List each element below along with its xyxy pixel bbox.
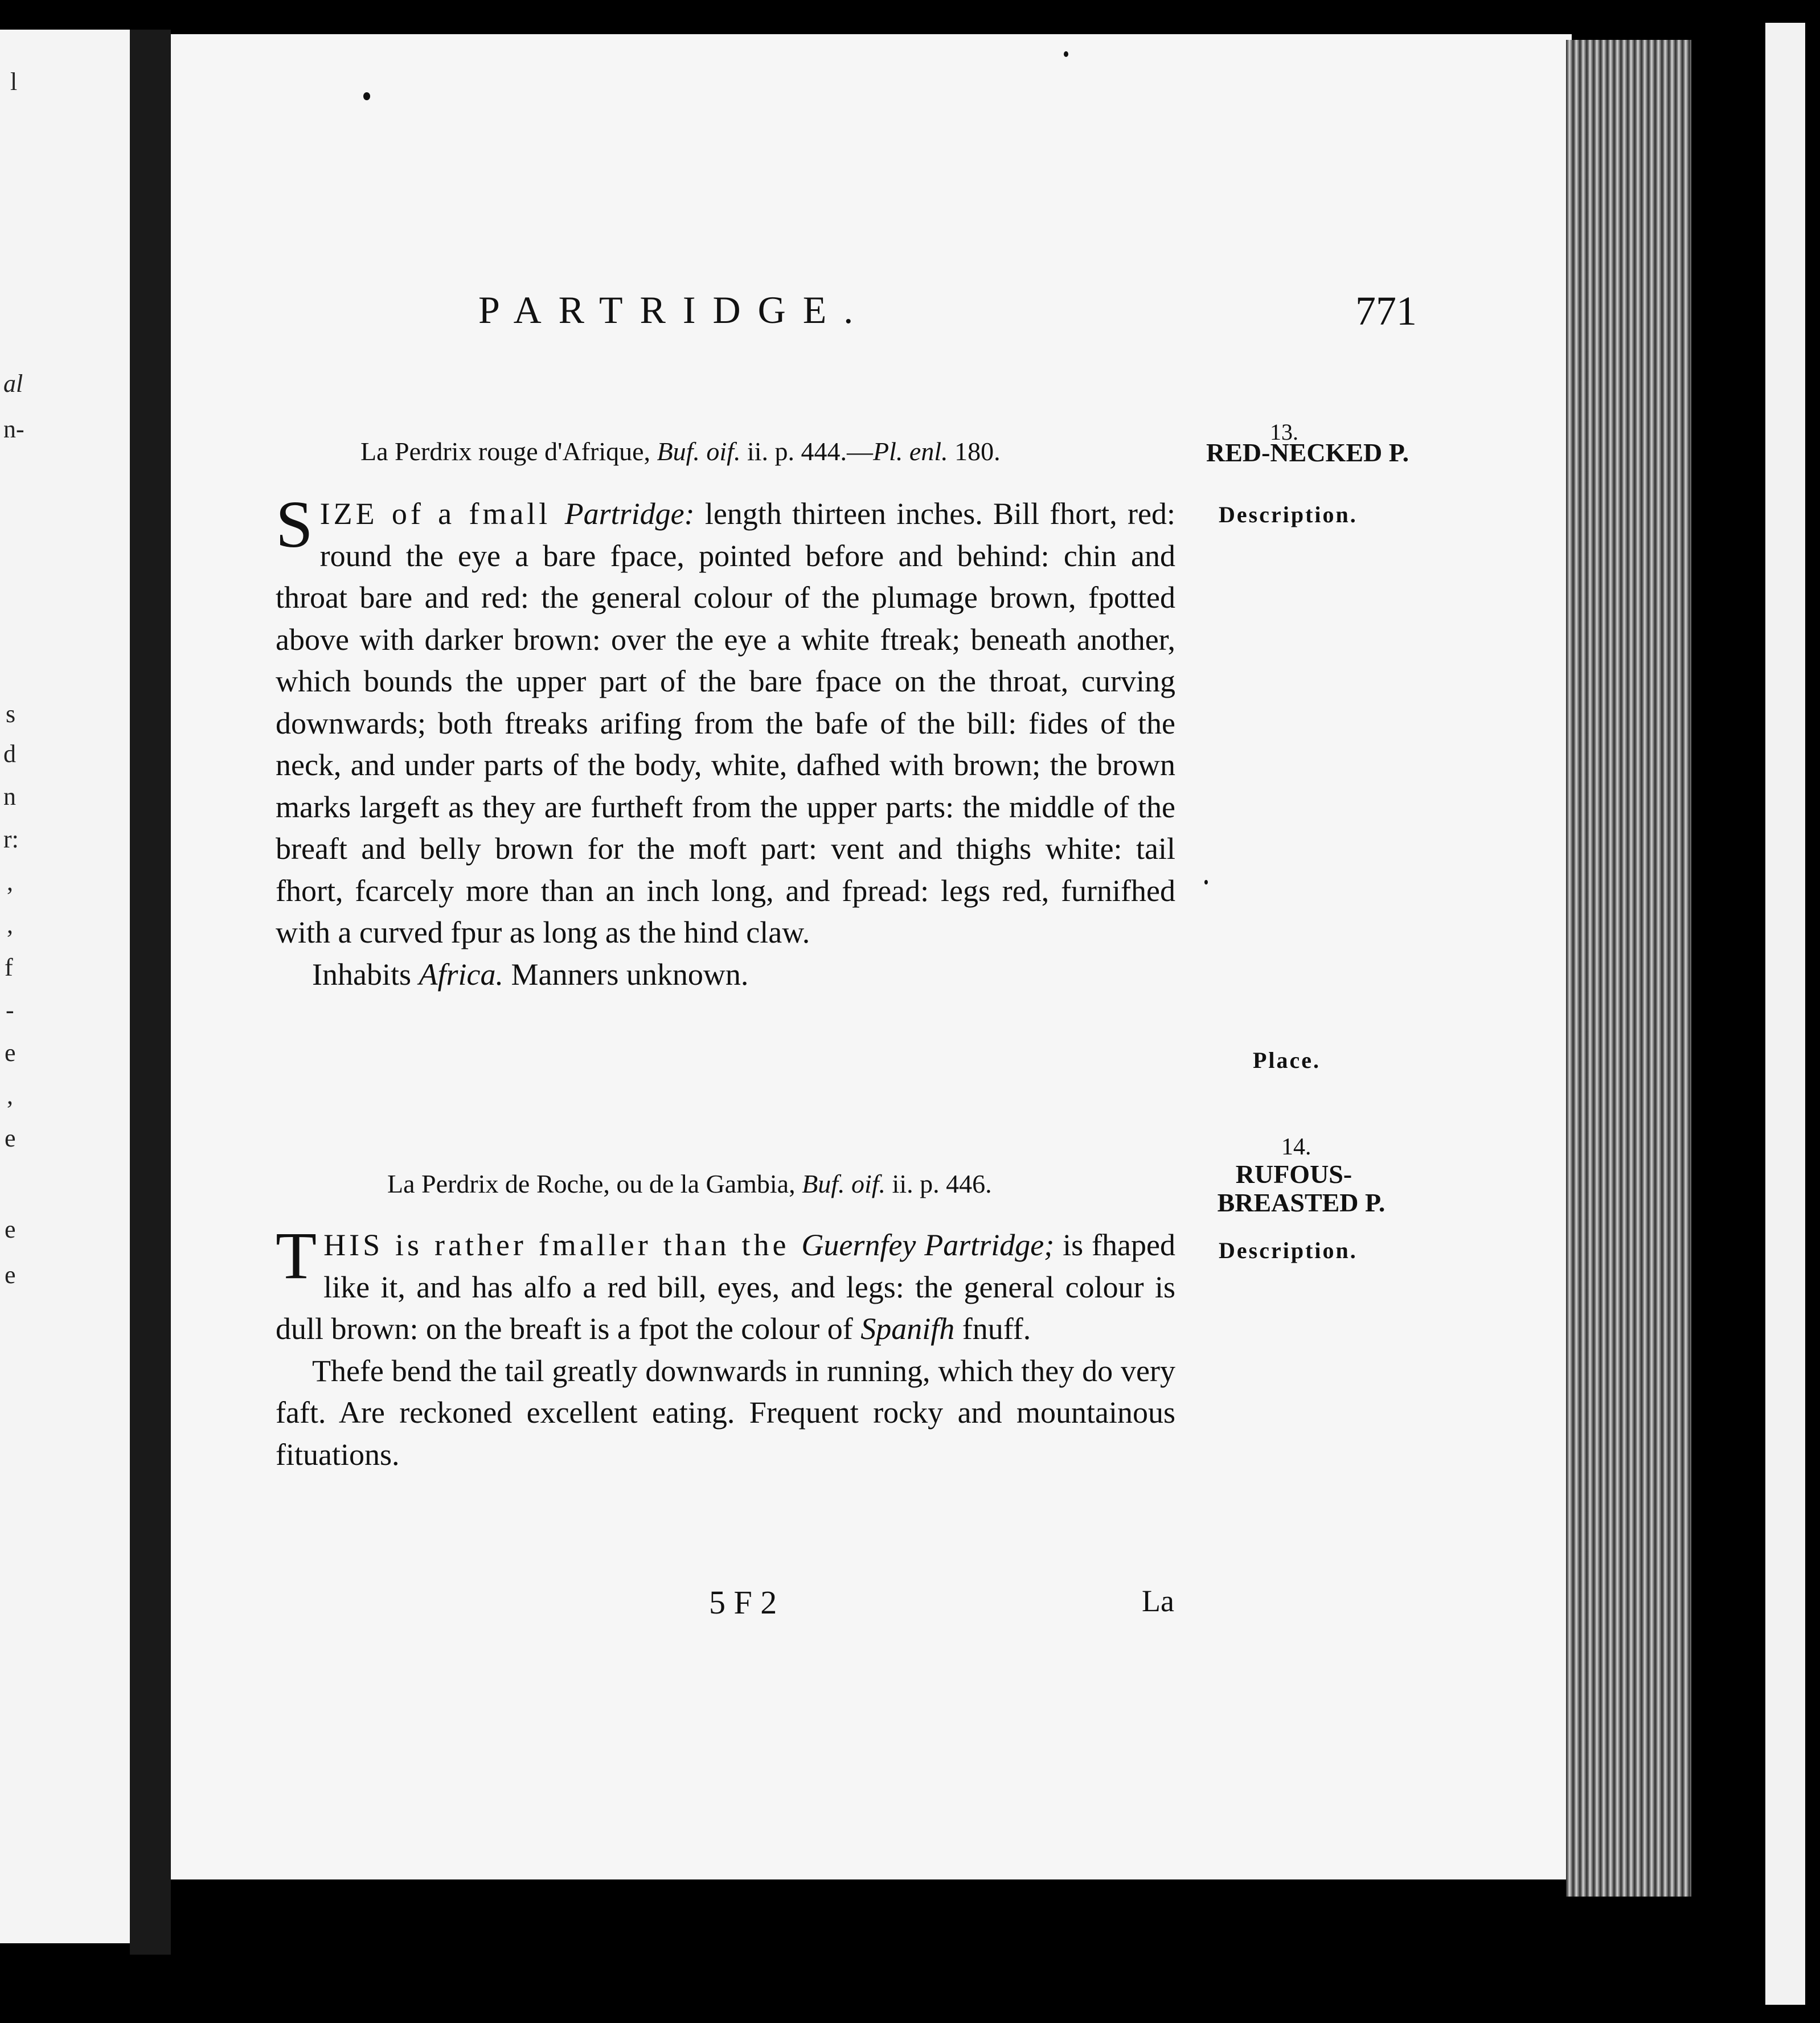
left-page-fragment — [0, 30, 130, 1943]
side-label-description: Description. — [1219, 1238, 1358, 1263]
left-page-glyph: n — [3, 783, 16, 810]
side-label-place: Place. — [1253, 1047, 1321, 1073]
catchword: La — [1142, 1584, 1174, 1618]
citation: La Perdrix de Roche, ou de la Gambia, Buf. oif. ii. p. 446. — [387, 1169, 992, 1198]
right-strip — [1765, 23, 1805, 2005]
left-page-glyph: e — [5, 1261, 16, 1289]
left-page-glyph: e — [5, 1215, 16, 1243]
running-head: PARTRIDGE. — [478, 288, 871, 331]
left-page-glyph: n- — [3, 415, 24, 443]
section-number: 13. — [1270, 419, 1298, 445]
paragraph: SIZE of a fmall Partridge: length thirteen inches. Bill fhort, red: round the eye a bare fpace, pointed before and behind: chin and throat bare and red: the general colour of the plumage brown, fpotted above with darker brown: over the eye a white ftreak; beneath another, which bounds the upper part of the bare fpace on the throat, curving downwards; both ftreaks arifing from the bafe of the bill: fides of the neck, and under parts of the body, white, dafhed with brown; the brown marks largeft as they are furtheft from the upper parts: the middle of the breaft and belly brown for the moft part: vent and thighs white: tail fhort, fcarcely more than an inch long, and fpread: legs red, furnifhed with a curved fpur as long as the hind claw. — [276, 487, 1175, 949]
page-edges — [1566, 40, 1691, 1897]
section-number: 14. — [1281, 1134, 1311, 1160]
left-page-glyph: s — [6, 700, 16, 728]
left-page-glyph: , — [7, 868, 13, 896]
section-name-line1: RUFOUS- — [1235, 1160, 1352, 1189]
left-page-glyph: d — [3, 740, 16, 768]
left-page-glyph: l — [10, 68, 18, 96]
ink-speck — [1064, 51, 1068, 57]
ink-speck — [363, 92, 370, 100]
paragraph: Inhabits Africa. Manners unknown. — [312, 957, 749, 992]
left-page-glyph: f — [5, 953, 13, 981]
section-name: RED-NECKED P. — [1206, 438, 1409, 467]
dropcap: T — [276, 1218, 317, 1293]
book-gutter — [130, 30, 171, 1955]
dropcap: S — [276, 487, 313, 562]
page-number: 771 — [1355, 288, 1417, 334]
left-page-glyph: , — [7, 911, 13, 939]
side-label-description: Description. — [1219, 502, 1358, 527]
left-page-glyph: , — [7, 1082, 13, 1109]
signature-mark: 5 F 2 — [709, 1584, 777, 1621]
left-page-glyph: al — [3, 370, 23, 398]
left-page-glyph: e — [5, 1124, 16, 1152]
section-body — [276, 487, 1175, 996]
paragraph: Thefe bend the tail greatly downwards in running, which they do very faft. Are reckoned excellent eating. Frequent rocky and mountainous fituations. — [276, 1353, 1175, 1472]
left-page-glyph: r: — [3, 825, 19, 853]
paragraph: THIS is rather fmaller than the Guernfey Partridge; is fhaped like it, and has alfo a red bill, eyes, and legs: the general colour is dull brown: on the breaft is a fpot the colour of Spanifh fnuff. — [276, 1218, 1175, 1346]
ink-speck — [1204, 880, 1208, 884]
left-page-glyph: e — [5, 1039, 16, 1067]
citation: La Perdrix rouge d'Afrique, Buf. oif. ii. p. 444.—Pl. enl. 180. — [360, 437, 1001, 466]
section-name-line2: BREASTED P. — [1217, 1188, 1386, 1217]
left-page-glyph: - — [6, 996, 14, 1024]
section-body — [276, 1218, 1175, 1476]
